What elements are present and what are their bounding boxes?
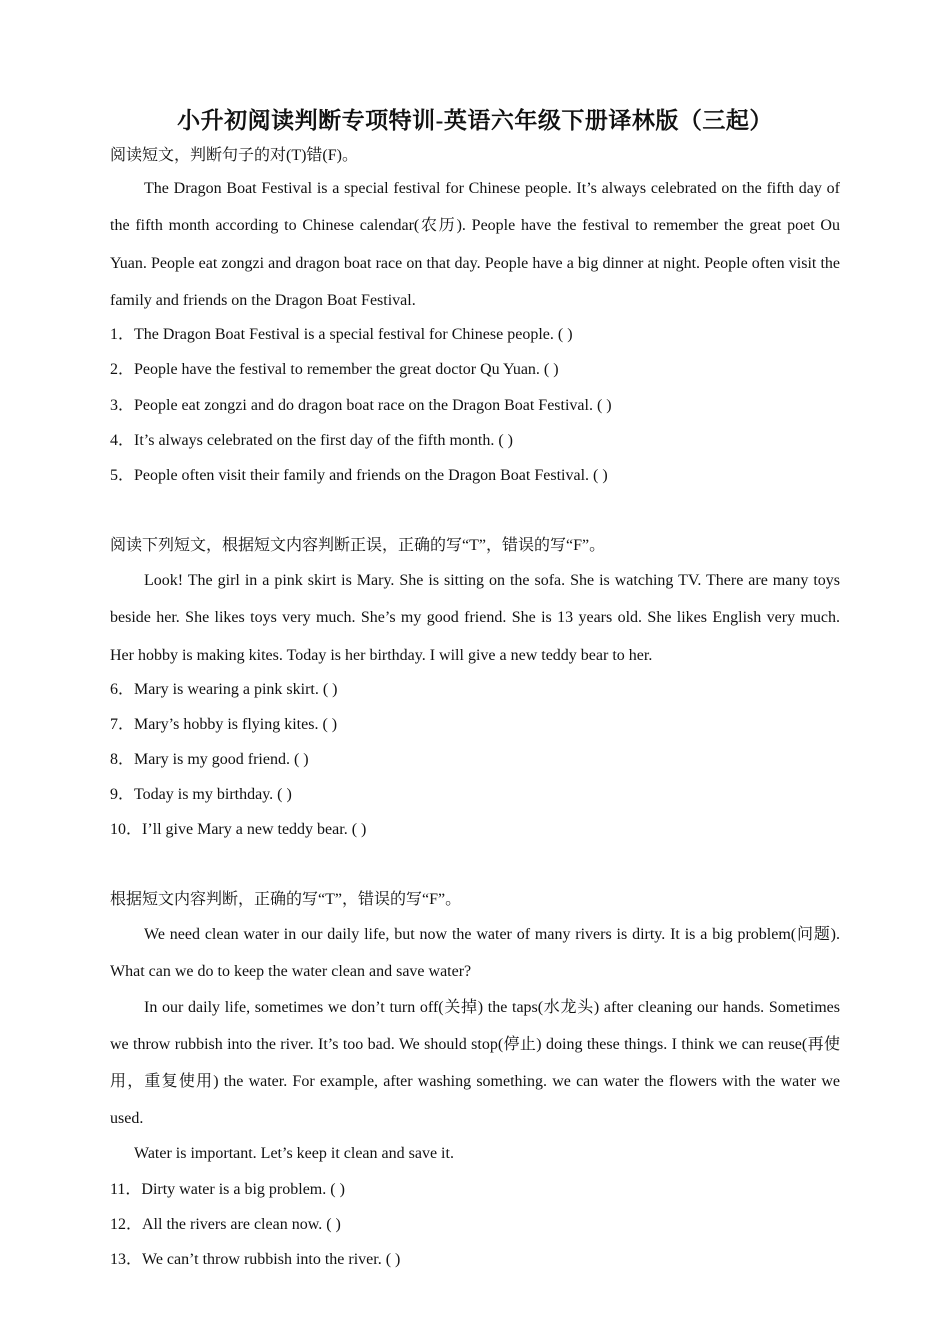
question-12: 12．All the rivers are clean now. ( )	[110, 1216, 341, 1233]
section3-passage-2: In our daily life, sometimes we don’t turn off(关掉) the taps(水龙头) after cleaning our hands. Sometimes we throw rubbish into the river. It’s too bad. We should stop(停止) doing these things. I think we can reuse(再使用，重复使用) the water. For example, after washing something. we can water the flowers with the water we used.	[110, 999, 840, 1127]
question-5: 5．People often visit their family and friends on the Dragon Boat Festival. ( )	[110, 467, 608, 484]
question-7: 7．Mary’s hobby is flying kites. ( )	[110, 716, 338, 733]
section2-passage: Look! The girl in a pink skirt is Mary. She is sitting on the sofa. She is watching TV. There are many toys beside her. She likes toys very much. She’s my good friend. She is 13 years old. She likes English very much. Her hobby is making kites. Today is her birthday. I will give a new teddy bear to her.	[110, 572, 840, 664]
question-8: 8．Mary is my good friend. ( )	[110, 751, 309, 768]
question-11: 11．Dirty water is a big problem. ( )	[110, 1181, 345, 1198]
question-1: 1．The Dragon Boat Festival is a special festival for Chinese people. ( )	[110, 326, 573, 343]
question-10: 10．I’ll give Mary a new teddy bear. ( )	[110, 821, 367, 838]
question-3: 3．People eat zongzi and do dragon boat race on the Dragon Boat Festival. ( )	[110, 397, 612, 414]
question-4: 4．It’s always celebrated on the first day of the fifth month. ( )	[110, 432, 513, 449]
section1-instruction: 阅读短文，判断句子的对(T)错(F)。	[110, 147, 358, 164]
page-title: 小升初阅读判断专项特训-英语六年级下册译林版（三起）	[177, 108, 773, 133]
section3-passage-3: Water is important. Let’s keep it clean and save it.	[134, 1145, 454, 1162]
section2-instruction: 阅读下列短文，根据短文内容判断正误，正确的写“T”，错误的写“F”。	[110, 537, 606, 554]
question-13: 13．We can’t throw rubbish into the river. ( )	[110, 1251, 401, 1268]
section1-passage: The Dragon Boat Festival is a special festival for Chinese people. It’s always celebrated on the fifth day of the fifth month according to Chinese calendar(农历). People have the festival to remember the great poet Ou Yuan. People eat zongzi and dragon boat race on that day. People have a big dinner at night. People often visit the family and friends on the Dragon Boat Festival.	[110, 180, 840, 309]
question-9: 9．Today is my birthday. ( )	[110, 786, 292, 803]
section3-instruction: 根据短文内容判断，正确的写“T”，错误的写“F”。	[110, 891, 462, 908]
question-6: 6．Mary is wearing a pink skirt. ( )	[110, 681, 338, 698]
question-2: 2．People have the festival to remember the great doctor Qu Yuan. ( )	[110, 361, 559, 378]
section3-passage-1: We need clean water in our daily life, but now the water of many rivers is dirty. It is a big problem(问题). What can we do to keep the water clean and save water?	[110, 926, 840, 980]
